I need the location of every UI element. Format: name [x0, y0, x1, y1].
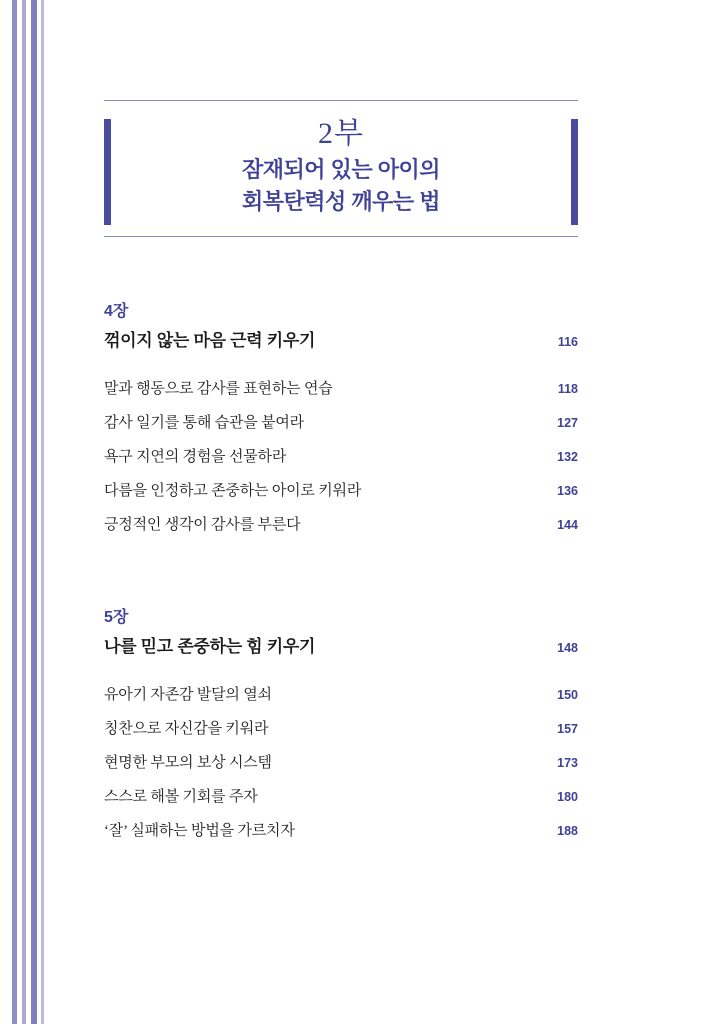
list-item[interactable]: [104, 377, 578, 398]
chapter-block-4: [104, 300, 578, 534]
list-item[interactable]: [104, 717, 578, 738]
entry-title: 칭찬으로 자신감을 키워라: [104, 721, 269, 737]
entry-page-number: 136: [557, 484, 578, 498]
entry-page-number: 127: [557, 416, 578, 430]
entry-title: 욕구 지연의 경험을 선물하라: [104, 449, 287, 465]
chapter-title-row[interactable]: [104, 632, 578, 657]
entry-page-number: 144: [557, 518, 578, 532]
chapter-title: 나를 믿고 존중하는 힘 키우기: [104, 637, 316, 656]
entry-title: 다름을 인정하고 존중하는 아이로 키워라: [104, 483, 362, 499]
stripe-3: [31, 0, 37, 1024]
entry-title: ‘잘’ 실패하는 방법을 가르치자: [104, 823, 295, 839]
entry-title: 긍정적인 생각이 감사를 부른다: [104, 517, 301, 533]
list-item[interactable]: [104, 411, 578, 432]
list-item[interactable]: [104, 819, 578, 840]
stripe-4: [41, 0, 44, 1024]
list-item[interactable]: [104, 751, 578, 772]
entry-page-number: 118: [557, 382, 578, 396]
chapter-list: [104, 300, 578, 840]
part-bar-right: [571, 119, 578, 225]
entry-title: 감사 일기를 통해 습관을 붙여라: [104, 415, 304, 431]
entry-title: 현명한 부모의 보상 시스템: [104, 755, 272, 771]
stripe-1: [12, 0, 17, 1024]
list-item[interactable]: [104, 445, 578, 466]
entry-page-number: 132: [557, 450, 578, 464]
part-bar-left: [104, 119, 111, 225]
list-item[interactable]: [104, 479, 578, 500]
part-header: [104, 100, 578, 237]
chapter-title-row[interactable]: [104, 326, 578, 351]
list-item[interactable]: [104, 683, 578, 704]
chapter-title: 꺾이지 않는 마음 근력 키우기: [104, 331, 316, 350]
chapter-page-number: 116: [557, 335, 578, 349]
list-item[interactable]: [104, 785, 578, 806]
chapter-page-number: 148: [557, 641, 578, 655]
part-title-line-1: 잠재되어 있는 아이의: [242, 157, 440, 182]
chapter-block-5: [104, 606, 578, 840]
entry-title: 스스로 해볼 기회를 주자: [104, 789, 258, 805]
list-item[interactable]: [104, 513, 578, 534]
part-number: 2부: [318, 117, 364, 150]
part-bottom-rule: [104, 236, 578, 237]
decorative-left-stripes: [0, 0, 46, 1024]
stripe-2: [22, 0, 26, 1024]
part-title-line-2: 회복탄력성 깨우는 법: [242, 188, 440, 214]
chapter-number: 4장: [104, 303, 129, 320]
entry-title: 말과 행동으로 감사를 표현하는 연습: [104, 381, 333, 397]
entry-title: 유아기 자존감 발달의 열쇠: [104, 687, 272, 703]
entry-page-number: 157: [557, 722, 578, 736]
entry-page-number: 173: [557, 756, 578, 770]
entry-page-number: 188: [557, 824, 578, 838]
chapter-number: 5장: [104, 609, 129, 626]
entry-page-number: 180: [557, 790, 578, 804]
entry-page-number: 150: [557, 688, 578, 702]
